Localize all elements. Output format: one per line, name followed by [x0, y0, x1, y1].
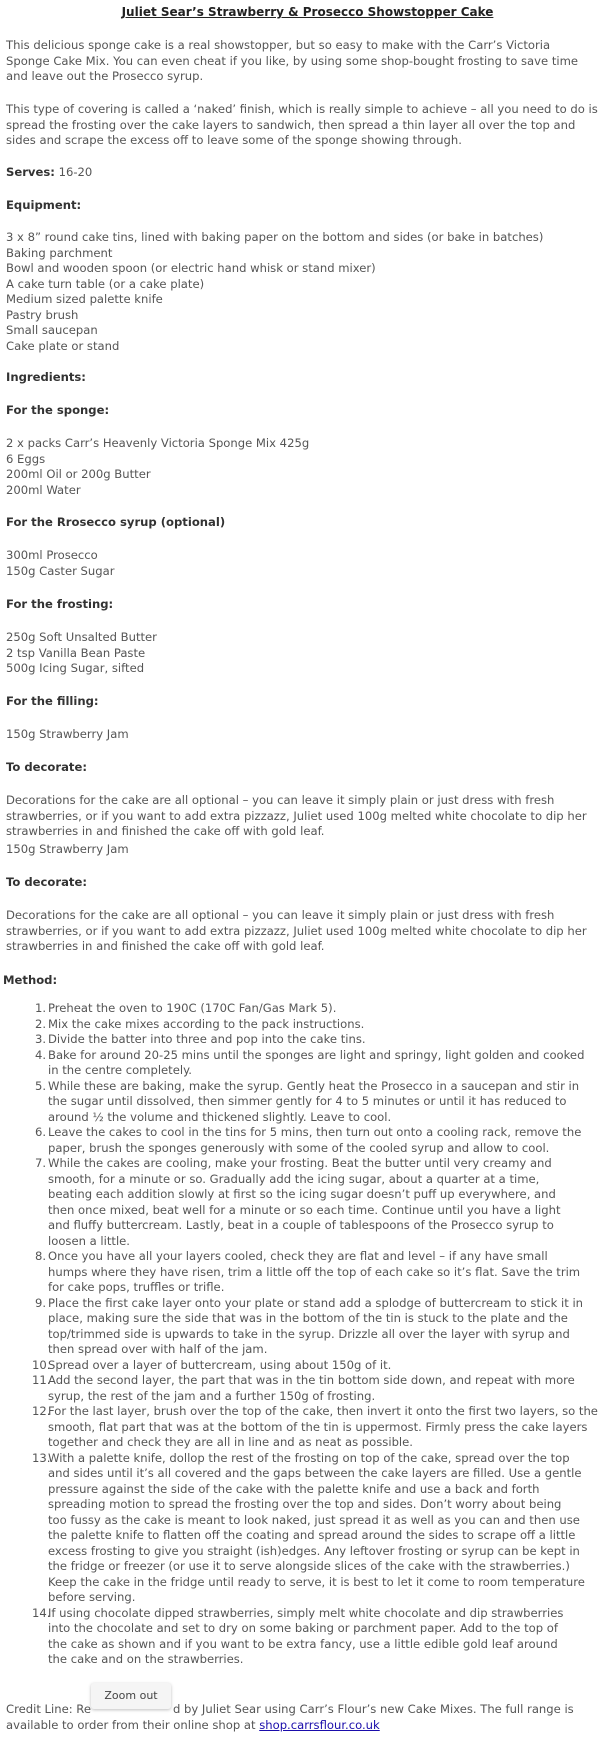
- list-item: 200ml Water: [6, 482, 81, 497]
- step-text-line: loosen a little.: [48, 1233, 130, 1248]
- step-number: 11.: [32, 1373, 51, 1387]
- step-number: 8.: [34, 1249, 46, 1263]
- list-item: Small saucepan: [6, 323, 98, 337]
- method-step: [34, 1249, 615, 1296]
- text-line: strawberries in and finished the cake off with gold leaf.: [6, 824, 325, 838]
- step-text-line: Bake for around 20-25 mins until the sponges are light and springy, light golden and cooked: [48, 1047, 585, 1062]
- method-step: [34, 1156, 615, 1249]
- step-text-line: top/trimmed side is upwards to take in the syrup. Drizzle all over the layer with syrup and: [48, 1326, 570, 1341]
- step-text-line: Place the first cake layer onto your plate or stand add a splodge of buttercream to stick it in: [48, 1295, 584, 1310]
- step-text-line: Keep the cake in the fridge until ready to serve, it is best to let it come to room temperature: [48, 1574, 585, 1589]
- step-number: 12.: [32, 1404, 51, 1418]
- step-text-line: With a palette knife, dollop the rest of the frosting on top of the cake, spread over the top: [48, 1450, 570, 1465]
- step-text-line: into the chocolate and set to dry on some baking or parchment paper. Add to the top of: [48, 1621, 558, 1635]
- shop-link[interactable]: shop.carrsflour.co.uk: [259, 1717, 380, 1732]
- list-item: 200ml Oil or 200g Butter: [6, 467, 151, 481]
- step-text-line: Preheat the oven to 190C (170C Fan/Gas Mark 5).: [48, 1001, 337, 1015]
- filling-list: [6, 727, 610, 743]
- intro-paragraph-1: [6, 38, 610, 85]
- list-item: 500g Icing Sugar, sifted: [6, 661, 145, 675]
- step-text-line: For the last layer, brush over the top of the cake, then invert it onto the first two layers, so the: [48, 1404, 598, 1418]
- step-text-line: for cake pops, truffles or trifle.: [48, 1280, 225, 1294]
- serves-value: 16-20: [58, 165, 93, 179]
- method-step: [34, 1016, 615, 1033]
- list-item: 250g Soft Unsalted Butter: [6, 630, 157, 644]
- step-text-line: around ½ the volume and thickened slightly. Leave to cool.: [48, 1109, 392, 1124]
- credit-text-end: d by Juliet Sear using Carr’s Flour’s new Cake Mixes. The full range is: [172, 1702, 574, 1716]
- step-text-line: in the centre completely.: [48, 1063, 192, 1077]
- text-line: strawberries in and finished the cake off with gold leaf.: [6, 939, 325, 953]
- text-line: spread the frosting over the cake layers to sandwich, then spread a thin layer all over the top and: [6, 117, 576, 132]
- filling-heading: For the filling:: [6, 694, 99, 708]
- credit-available-text: available to order from their online shop at: [6, 1717, 260, 1732]
- step-text-line: the sugar until dissolved, then simmer gently for 4 to 5 minutes or until it has reduced to: [48, 1094, 567, 1108]
- list-item: 2 x packs Carr’s Heavenly Victoria Sponge Mix 425g: [6, 436, 310, 450]
- step-text-line: and fluffy buttercream. Lastly, beat in a couple of tablespoons of the Prosecco syrup to: [48, 1218, 554, 1232]
- recipe-title: Juliet Sear’s Strawberry & Prosecco Showstopper Cake: [121, 5, 494, 19]
- method-step: [32, 1450, 615, 1606]
- step-text-line: smooth, for a minute or so. Gradually add the icing sugar, about a quarter at a time,: [48, 1171, 540, 1186]
- method-step: [34, 1032, 615, 1048]
- credit-text-start: Credit Line: Re: [6, 1702, 91, 1716]
- step-text-line: pressure against the side of the cake with the palette knife and use a back and forth: [48, 1481, 540, 1496]
- step-text-line: the cake and on the strawberries.: [48, 1652, 244, 1666]
- step-text-line: then spread over with half of the jam.: [48, 1342, 268, 1356]
- method-step: [32, 1605, 615, 1668]
- step-text-line: Leave the cakes to cool in the tins for 5 mins, then turn out onto a cooling rack, remove the: [48, 1125, 582, 1139]
- zoom-out-button[interactable]: Zoom out: [91, 1683, 171, 1709]
- step-text-line: beating each addition slowly at first so the icing sugar doesn’t puff up everywhere, and: [48, 1187, 556, 1201]
- step-number: 5.: [34, 1078, 46, 1093]
- serves-line: [6, 165, 610, 181]
- list-item: A cake turn table (or a cake plate): [6, 276, 205, 291]
- step-number: 1.: [34, 1001, 46, 1015]
- step-text-line: smooth, flat part that was at the bottom of the tin is uppermost. Firmly press the cake layers: [48, 1419, 588, 1434]
- step-number: 7.: [34, 1156, 46, 1170]
- intro-paragraph-2: [6, 102, 610, 149]
- method-step: [34, 1125, 615, 1156]
- step-text-line: While the cakes are cooling, make your frosting. Beat the butter until very creamy and: [48, 1156, 552, 1170]
- list-item: Pastry brush: [6, 307, 79, 322]
- method-step: [34, 1047, 615, 1079]
- text-line: Decorations for the cake are all optional – you can leave it simply plain or just dress with fresh: [6, 908, 555, 922]
- step-text-line: the palette knife to flatten off the coating and spread around the sides to scrape off a little: [48, 1528, 576, 1542]
- serves-label: Serves:: [6, 165, 55, 179]
- step-text-line: spreading motion to spread the frosting over the top and sides. Don’t worry about being: [48, 1497, 562, 1511]
- text-line: This delicious sponge cake is a real showstopper, but so easy to make with the Carr’s Victoria: [6, 38, 551, 52]
- step-number: 14.: [32, 1605, 51, 1620]
- frosting-heading: For the frosting:: [6, 597, 114, 611]
- decorate-jam-line: 150g Strawberry Jam: [6, 842, 129, 856]
- step-text-line: too fussy as the cake is meant to look naked, just spread it as well as you can and then use: [48, 1512, 580, 1527]
- list-item: Medium sized palette knife: [6, 292, 163, 306]
- step-number: 3.: [34, 1032, 46, 1046]
- syrup-list: [6, 548, 610, 579]
- text-line: Decorations for the cake are all optional – you can leave it simply plain or just dress with fresh: [6, 793, 555, 807]
- step-number: 6.: [34, 1125, 46, 1139]
- step-text-line: humps where they have risen, trim a little off the top of each cake so it’s flat. Save the trim: [48, 1264, 581, 1279]
- step-number: 13.: [32, 1450, 51, 1465]
- credit-line-2: [6, 1718, 610, 1734]
- step-text-line: Mix the cake mixes according to the pack instructions.: [48, 1016, 365, 1031]
- text-line: Sponge Cake Mix. You can even cheat if you like, by using some shop-bought frosting to save time: [6, 53, 579, 68]
- step-number: 4.: [34, 1047, 46, 1062]
- sponge-heading: For the sponge:: [6, 403, 110, 417]
- equipment-list: [6, 230, 610, 354]
- text-line: This type of covering is called a ‘naked’ finish, which is really simple to achieve – all you need to do is: [6, 102, 598, 116]
- step-number: 9.: [34, 1295, 46, 1310]
- step-text-line: Once you have all your layers cooled, check they are flat and level – if any have small: [48, 1249, 548, 1263]
- step-text-line: If using chocolate dipped strawberries, simply melt white chocolate and dip strawberries: [48, 1605, 564, 1620]
- decorate-heading-repeat: To decorate:: [6, 875, 87, 889]
- step-text-line: Spread over a layer of buttercream, using about 150g of it.: [48, 1357, 392, 1372]
- list-item: Cake plate or stand: [6, 338, 120, 353]
- list-item: 150g Strawberry Jam: [6, 727, 129, 741]
- method-step: [34, 1001, 615, 1017]
- method-step: [34, 1078, 615, 1126]
- list-item: 150g Caster Sugar: [6, 563, 115, 578]
- text-line: sides and scrape the excess off to leave some of the sponge showing through.: [6, 133, 462, 147]
- method-step: [32, 1404, 615, 1451]
- decorate-heading: To decorate:: [6, 760, 87, 774]
- frosting-list: [6, 630, 610, 677]
- text-line: strawberries, or if you want to add extra pizzazz, Juliet used 100g melted white chocolate to dip her: [6, 808, 587, 823]
- step-number: 2.: [34, 1016, 46, 1031]
- decorate-paragraph: [6, 793, 610, 840]
- step-number: 10.: [32, 1357, 51, 1372]
- text-line: and leave out the Prosecco syrup.: [6, 69, 204, 83]
- step-text-line: excess frosting to give you straight (ish)edges. Any leftover frosting or syrup can be kept in: [48, 1543, 580, 1558]
- step-text-line: While these are baking, make the syrup. Gently heat the Prosecco in a saucepan and stir in: [48, 1078, 580, 1093]
- method-step: [32, 1357, 615, 1374]
- ingredients-heading: Ingredients:: [6, 370, 86, 384]
- step-text-line: paper, brush the sponges generously with some of the cooled syrup and allow to cool.: [48, 1140, 550, 1155]
- list-item: 300ml Prosecco: [6, 548, 98, 562]
- list-item: Baking parchment: [6, 245, 113, 260]
- step-text-line: Divide the batter into three and pop into the cake tins.: [48, 1032, 366, 1046]
- equipment-heading: Equipment:: [6, 198, 82, 212]
- method-heading: Method:: [3, 973, 58, 987]
- decorate-paragraph-repeat: [6, 908, 610, 955]
- list-item: 2 tsp Vanilla Bean Paste: [6, 645, 146, 660]
- list-item: 6 Eggs: [6, 451, 46, 466]
- step-text-line: before serving.: [48, 1590, 136, 1604]
- step-text-line: the fridge or freezer (or use it to serve alongside slices of the cake with the strawberries.): [48, 1559, 570, 1573]
- method-list: [0, 1001, 615, 1668]
- syrup-heading: For the Rrosecco syrup (optional): [6, 515, 226, 529]
- step-text-line: Add the second layer, the part that was in the tin bottom side down, and repeat with more: [48, 1373, 575, 1387]
- step-text-line: syrup, the rest of the jam and a further 150g of frosting.: [48, 1388, 376, 1403]
- step-text-line: and sides until it’s all covered and the gaps between the cake layers are filled. Use a gentle: [48, 1466, 582, 1480]
- step-text-line: together and check they are all in line and as neat as possible.: [48, 1435, 413, 1449]
- step-text-line: place, making sure the side that was in the bottom of the tin is stuck to the plate and the: [48, 1311, 568, 1325]
- method-step: [32, 1373, 615, 1404]
- step-text-line: then once mixed, beat well for a minute or so each time. Continue until you have a light: [48, 1202, 561, 1217]
- list-item: 3 x 8” round cake tins, lined with baking paper on the bottom and sides (or bake in batches): [6, 230, 544, 244]
- step-text-line: the cake as shown and if you want to be extra fancy, use a little edible gold leaf around: [48, 1636, 558, 1651]
- method-step: [34, 1295, 615, 1358]
- list-item: Bowl and wooden spoon (or electric hand whisk or stand mixer): [6, 261, 376, 275]
- sponge-list: [6, 436, 610, 498]
- text-line: strawberries, or if you want to add extra pizzazz, Juliet used 100g melted white chocolate to dip her: [6, 923, 587, 938]
